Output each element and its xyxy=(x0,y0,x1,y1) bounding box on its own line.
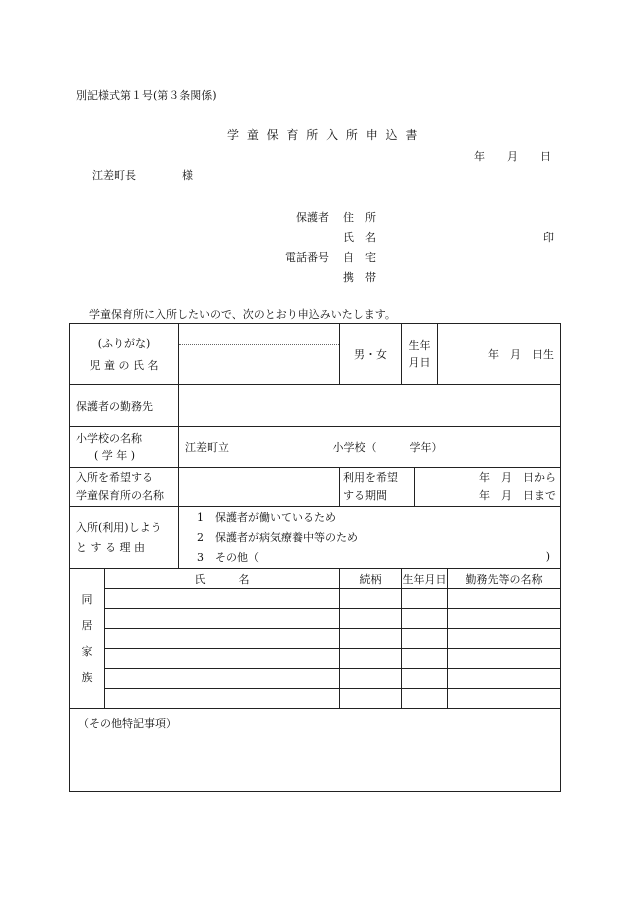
grade-label: ( 学 年 ) xyxy=(94,449,136,462)
birth-label-2: 月日 xyxy=(408,356,431,369)
child-name-field[interactable] xyxy=(179,324,340,385)
workplace-label: 保護者の勤務先 xyxy=(70,385,179,427)
family-relation-cell[interactable] xyxy=(340,589,402,609)
family-name-cell[interactable] xyxy=(105,609,340,629)
reason-option-3[interactable]: 3 その他（ xyxy=(197,550,259,564)
family-birth-cell[interactable] xyxy=(402,689,448,709)
reason-label-1: 入所(利用)しよう xyxy=(76,520,162,534)
furigana-line xyxy=(179,324,339,345)
birth-label-cell xyxy=(402,324,438,385)
family-row xyxy=(70,689,561,709)
family-workplace-cell[interactable] xyxy=(448,649,561,669)
family-side-4: 族 xyxy=(81,670,93,684)
school-field[interactable] xyxy=(179,427,561,468)
reason-option-2[interactable]: 2 保護者が病気療養中等のため xyxy=(197,530,358,544)
family-birth-cell[interactable] xyxy=(402,629,448,649)
reason-close: ) xyxy=(545,550,550,563)
seal-mark: 印 xyxy=(543,231,554,244)
family-side-2: 居 xyxy=(81,618,93,632)
family-name-cell[interactable] xyxy=(105,589,340,609)
family-row xyxy=(70,669,561,689)
reason-label-2: と す る 理 由 xyxy=(76,540,145,554)
guardian-name-label: 氏 名 xyxy=(343,231,376,244)
period-label-2: する期間 xyxy=(343,489,387,502)
notes-row xyxy=(70,709,561,792)
period-label-cell xyxy=(340,468,415,507)
family-relation-cell[interactable] xyxy=(340,669,402,689)
birth-date-field[interactable]: 年 月 日生 xyxy=(438,324,561,385)
guardian-address-label: 住 所 xyxy=(343,211,376,224)
family-side-3: 家 xyxy=(81,644,93,658)
birth-label-1: 生年 xyxy=(408,339,431,352)
period-field[interactable] xyxy=(415,468,561,507)
family-relation-cell[interactable] xyxy=(340,609,402,629)
desired-facility-field[interactable] xyxy=(179,468,340,507)
guardian-label: 保護者 xyxy=(296,211,329,224)
school-label-cell xyxy=(70,427,179,468)
family-relation-cell[interactable] xyxy=(340,649,402,669)
family-header-row xyxy=(70,569,561,589)
family-workplace-cell[interactable] xyxy=(448,629,561,649)
family-side-1: 同 xyxy=(81,592,93,606)
family-row xyxy=(70,629,561,649)
reason-options[interactable] xyxy=(179,507,561,569)
phone-mobile-label: 携 帯 xyxy=(343,271,376,284)
child-name-label-cell xyxy=(70,324,179,385)
school-town: 江差町立 xyxy=(185,441,229,454)
workplace-row xyxy=(70,385,561,427)
notes-field[interactable] xyxy=(70,709,561,792)
period-label-1: 利用を希望 xyxy=(343,471,398,484)
period-to: 年 月 日まで xyxy=(479,489,556,502)
family-workplace-cell[interactable] xyxy=(448,589,561,609)
family-name-cell[interactable] xyxy=(105,669,340,689)
family-name-cell[interactable] xyxy=(105,629,340,649)
family-side-label xyxy=(70,569,105,709)
family-header-name: 氏 名 xyxy=(105,569,340,589)
desired-label-cell xyxy=(70,468,179,507)
addressee: 江差町長 xyxy=(92,169,136,182)
form-reference: 別記様式第１号(第３条関係) xyxy=(76,89,217,102)
family-birth-cell[interactable] xyxy=(402,609,448,629)
desired-row xyxy=(70,468,561,507)
family-row xyxy=(70,609,561,629)
family-workplace-cell[interactable] xyxy=(448,609,561,629)
school-suffix: 小学校（ 学年） xyxy=(332,441,443,454)
school-row xyxy=(70,427,561,468)
family-name-cell[interactable] xyxy=(105,649,340,669)
family-row xyxy=(70,649,561,669)
addressee-suffix: 様 xyxy=(182,169,193,182)
workplace-field[interactable] xyxy=(179,385,561,427)
family-birth-cell[interactable] xyxy=(402,669,448,689)
intro-text: 学童保育所に入所したいので、次のとおり申込みいたします。 xyxy=(89,308,396,321)
notes-label: （その他特記事項） xyxy=(78,717,177,730)
period-from: 年 月 日から xyxy=(479,471,556,484)
family-workplace-cell[interactable] xyxy=(448,689,561,709)
desired-label-2: 学童保育所の名称 xyxy=(76,489,164,502)
family-header-relation: 続柄 xyxy=(340,569,402,589)
phone-home-label: 自 宅 xyxy=(343,251,376,264)
reason-option-1[interactable]: 1 保護者が働いているため xyxy=(197,510,336,524)
family-header-birth: 生年月日 xyxy=(402,569,448,589)
family-birth-cell[interactable] xyxy=(402,649,448,669)
family-birth-cell[interactable] xyxy=(402,589,448,609)
application-table xyxy=(69,323,561,792)
family-header-workplace: 勤務先等の名称 xyxy=(448,569,561,589)
reason-row xyxy=(70,507,561,569)
child-row xyxy=(70,324,561,385)
furigana-label: (ふりがな) xyxy=(97,337,151,350)
family-relation-cell[interactable] xyxy=(340,629,402,649)
family-workplace-cell[interactable] xyxy=(448,669,561,689)
child-name-label: 児 童 の 氏 名 xyxy=(89,359,159,372)
phone-label: 電話番号 xyxy=(285,251,329,264)
family-row xyxy=(70,589,561,609)
document-title: 学 童 保 育 所 入 所 申 込 書 xyxy=(227,128,420,142)
school-label: 小学校の名称 xyxy=(76,432,142,445)
date-line: 年 月 日 xyxy=(474,150,551,163)
desired-label-1: 入所を希望する xyxy=(76,471,153,484)
family-name-cell[interactable] xyxy=(105,689,340,709)
reason-label-cell xyxy=(70,507,179,569)
gender-field[interactable]: 男・女 xyxy=(340,324,402,385)
family-relation-cell[interactable] xyxy=(340,689,402,709)
